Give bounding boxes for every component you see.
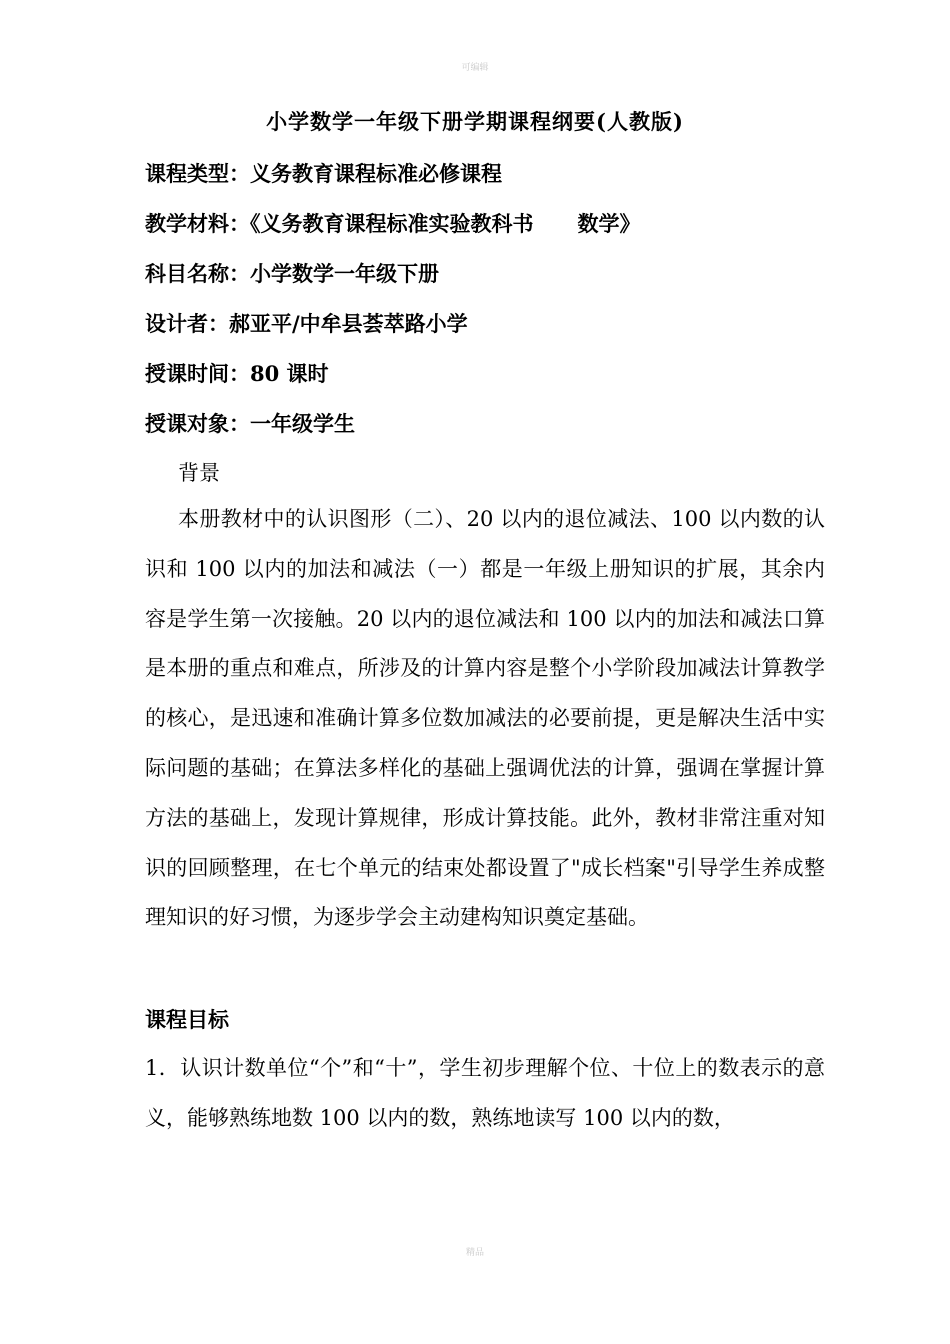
watermark-bottom: 精品 bbox=[465, 1248, 484, 1258]
course-type-line: 课程类型：义务教育课程标准必修课程 bbox=[145, 161, 502, 186]
audience-line: 授课对象：一年级学生 bbox=[145, 411, 355, 436]
goal-item-1: 1．认识计数单位“个”和“十”，学生初步理解个位、十位上的数表示的意义，能够熟练地数 100 以内的数，熟练地读写 100 以内的数， bbox=[145, 1056, 825, 1130]
goals-heading: 课程目标 bbox=[145, 1007, 229, 1032]
background-label: 背景 bbox=[178, 461, 220, 485]
document-title: 小学数学一年级下册学期课程纲要(人教版) bbox=[266, 109, 684, 134]
subject-line: 科目名称：小学数学一年级下册 bbox=[145, 261, 439, 286]
background-paragraph: 本册教材中的认识图形（二）、20 以内的退位减法、100 以内数的认识和 100 以内的加法和减法（一）都是一年级上册知识的扩展，其余内容是学生第一次接触。20 以内的退位减法和 100 以内的加法和减法口算是本册的重点和难点，所涉及的计算内容是整个小学阶段加减法计算教学的核心，是迅速和准确计算多位数加减法的必要前提，更是解决生活中实际问题的基础；在算法多样化的基础上强调优法的计算，强调在掌握计算方法的基础上，发现计算规律，形成计算技能。此外，教材非常注重对知识的回顾整理，在七个单元的结束处都设置了"成长档案"引导学生养成整理知识的好习惯，为逐步学会主动建构知识奠定基础。 bbox=[145, 507, 825, 930]
designer-line: 设计者：郝亚平/中牟县荟萃路小学 bbox=[145, 311, 468, 336]
watermark-top: 可编辑 bbox=[461, 63, 489, 73]
material-title: 教学材料：《义务教育课程标准实验教科书 bbox=[145, 211, 534, 236]
material-subject: 数学》 bbox=[577, 211, 641, 236]
hours-line: 授课时间：80 课时 bbox=[145, 361, 329, 386]
material-line bbox=[145, 208, 641, 238]
